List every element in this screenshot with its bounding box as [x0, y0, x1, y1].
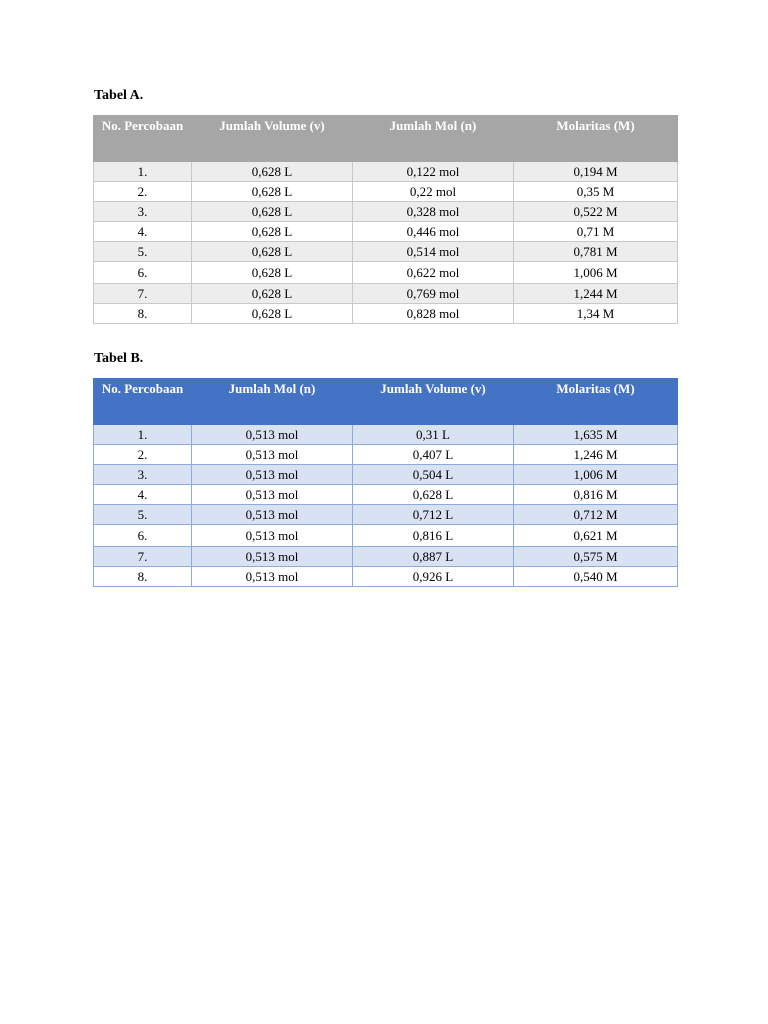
table-cell: 0,628 L	[192, 262, 353, 284]
table-row	[94, 425, 678, 445]
table-cell: 1,246 M	[514, 445, 678, 465]
header-no-percobaan: No. Percobaan	[94, 379, 192, 425]
table-row	[94, 505, 678, 525]
table-cell: 0,122 mol	[353, 162, 514, 182]
header-molaritas: Molaritas (M)	[514, 116, 678, 162]
table-row	[94, 262, 678, 284]
table-cell: 1,244 M	[514, 284, 678, 304]
header-jumlah-mol: Jumlah Mol (n)	[353, 116, 514, 162]
table-a-body	[94, 162, 678, 324]
table-cell: 0,446 mol	[353, 222, 514, 242]
table-cell: 0,513 mol	[192, 485, 353, 505]
table-cell: 0,22 mol	[353, 182, 514, 202]
table-cell: 7.	[94, 547, 192, 567]
table-a-header-row	[94, 116, 678, 162]
table-cell: 1.	[94, 425, 192, 445]
table-cell: 0,513 mol	[192, 505, 353, 525]
table-b-header-row	[94, 379, 678, 425]
table-b	[93, 378, 678, 587]
table-cell: 0,575 M	[514, 547, 678, 567]
table-cell: 4.	[94, 222, 192, 242]
header-no-percobaan: No. Percobaan	[94, 116, 192, 162]
table-cell: 0,816 M	[514, 485, 678, 505]
table-cell: 0,628 L	[192, 162, 353, 182]
table-row	[94, 485, 678, 505]
table-cell: 1,34 M	[514, 304, 678, 324]
table-cell: 0,769 mol	[353, 284, 514, 304]
table-b-body	[94, 425, 678, 587]
table-row	[94, 284, 678, 304]
table-cell: 0,522 M	[514, 202, 678, 222]
table-cell: 1,006 M	[514, 262, 678, 284]
table-cell: 4.	[94, 485, 192, 505]
header-jumlah-mol: Jumlah Mol (n)	[192, 379, 353, 425]
table-cell: 0,328 mol	[353, 202, 514, 222]
table-cell: 3.	[94, 465, 192, 485]
table-row	[94, 242, 678, 262]
table-cell: 0,628 L	[192, 304, 353, 324]
table-cell: 0,712 L	[353, 505, 514, 525]
table-cell: 2.	[94, 445, 192, 465]
table-cell: 0,628 L	[192, 284, 353, 304]
table-cell: 3.	[94, 202, 192, 222]
table-cell: 0,407 L	[353, 445, 514, 465]
table-cell: 7.	[94, 284, 192, 304]
table-cell: 0,31 L	[353, 425, 514, 445]
table-cell: 0,513 mol	[192, 425, 353, 445]
table-cell: 0,628 L	[192, 182, 353, 202]
table-cell: 0,828 mol	[353, 304, 514, 324]
table-cell: 0,816 L	[353, 525, 514, 547]
table-cell: 0,781 M	[514, 242, 678, 262]
table-cell: 0,621 M	[514, 525, 678, 547]
table-cell: 1,006 M	[514, 465, 678, 485]
table-cell: 0,628 L	[192, 222, 353, 242]
table-cell: 0,513 mol	[192, 547, 353, 567]
table-cell: 8.	[94, 567, 192, 587]
table-a-caption: Tabel A.	[94, 88, 144, 103]
table-cell: 0,628 L	[192, 202, 353, 222]
table-a	[93, 115, 678, 324]
table-cell: 0,513 mol	[192, 525, 353, 547]
table-cell: 0,513 mol	[192, 445, 353, 465]
table-cell: 0,628 L	[192, 242, 353, 262]
table-cell: 0,540 M	[514, 567, 678, 587]
table-row	[94, 222, 678, 242]
table-cell: 0,712 M	[514, 505, 678, 525]
table-cell: 0,622 mol	[353, 262, 514, 284]
table-row	[94, 525, 678, 547]
table-cell: 1.	[94, 162, 192, 182]
table-b-caption: Tabel B.	[94, 351, 144, 366]
table-row	[94, 182, 678, 202]
table-row	[94, 465, 678, 485]
table-row	[94, 162, 678, 182]
table-cell: 5.	[94, 242, 192, 262]
table-cell: 0,514 mol	[353, 242, 514, 262]
table-cell: 0,504 L	[353, 465, 514, 485]
table-row	[94, 304, 678, 324]
table-cell: 0,628 L	[353, 485, 514, 505]
table-row	[94, 547, 678, 567]
table-cell: 2.	[94, 182, 192, 202]
table-row	[94, 567, 678, 587]
table-row	[94, 202, 678, 222]
table-cell: 6.	[94, 262, 192, 284]
table-cell: 8.	[94, 304, 192, 324]
table-cell: 6.	[94, 525, 192, 547]
table-cell: 0,71 M	[514, 222, 678, 242]
table-row	[94, 445, 678, 465]
table-cell: 0,35 M	[514, 182, 678, 202]
header-jumlah-volume: Jumlah Volume (v)	[192, 116, 353, 162]
table-cell: 0,513 mol	[192, 465, 353, 485]
table-cell: 0,926 L	[353, 567, 514, 587]
header-molaritas: Molaritas (M)	[514, 379, 678, 425]
table-cell: 0,194 M	[514, 162, 678, 182]
table-cell: 0,887 L	[353, 547, 514, 567]
table-cell: 5.	[94, 505, 192, 525]
header-jumlah-volume: Jumlah Volume (v)	[353, 379, 514, 425]
table-cell: 0,513 mol	[192, 567, 353, 587]
table-cell: 1,635 M	[514, 425, 678, 445]
